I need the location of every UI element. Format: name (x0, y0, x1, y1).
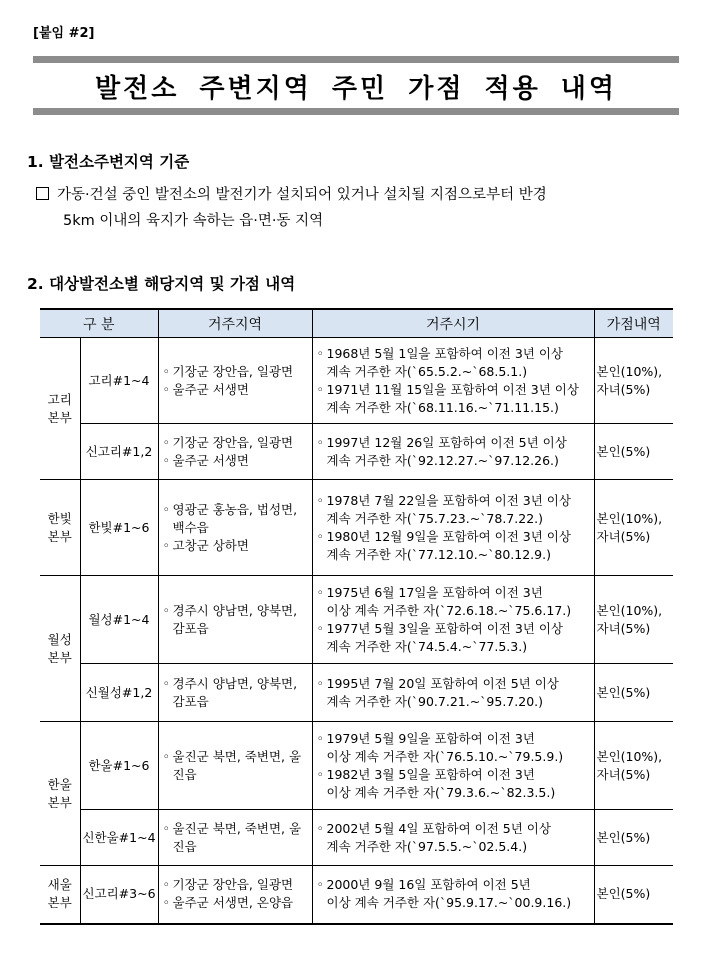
region-item (163, 894, 312, 912)
section1-bullet (36, 182, 681, 234)
table-row (40, 722, 673, 810)
region-cell (158, 722, 312, 810)
region-cell (158, 810, 312, 866)
period-text: 이상 계속 거주한 자(`79.3.6.~`82.3.5.) (326, 784, 556, 800)
points-line: 자녀(5%) (596, 620, 651, 636)
table-row (40, 866, 673, 924)
points-cell (594, 424, 673, 480)
region-item (163, 820, 312, 856)
circle-bullet-icon: ◦ (162, 363, 170, 379)
period-text: 1968년 5월 1일을 포함하여 이전 3년 이상 (326, 345, 563, 361)
period-text: 계속 거주한 자(`74.5.4.~`77.5.3.) (326, 638, 528, 654)
region-cell (158, 576, 312, 664)
region-text: 기장군 장안읍, 일광면 (172, 363, 294, 379)
circle-bullet-icon: ◦ (316, 675, 324, 691)
points-line: 본인(5%) (596, 684, 651, 700)
circle-bullet-icon: ◦ (162, 675, 170, 691)
table-body (40, 338, 673, 924)
region-cell (158, 338, 312, 424)
region-item (163, 363, 312, 381)
group-name-line: 한울 (47, 776, 72, 792)
period-text: 1980년 12월 9일을 포함하여 이전 3년 이상 (326, 528, 571, 544)
table-header-row (40, 309, 673, 338)
region-item (163, 537, 312, 555)
period-text: 계속 거주한 자(`68.11.16.~`71.11.15.) (326, 399, 559, 415)
points-line: 본인(5%) (596, 829, 651, 845)
points-line: 본인(10%), (596, 748, 663, 764)
region-text: 기장군 장안읍, 일광면 (172, 434, 294, 450)
unit-cell: 신월성#1,2 (80, 664, 158, 722)
circle-bullet-icon: ◦ (316, 528, 324, 544)
circle-bullet-icon: ◦ (162, 895, 170, 911)
period-cell (312, 576, 594, 664)
table-row (40, 810, 673, 866)
period-text: 이상 계속 거주한 자(`95.9.17.~`00.9.16.) (326, 895, 572, 911)
unit-cell: 한빛#1~6 (80, 480, 158, 576)
period-item (317, 528, 594, 564)
group-name-line: 본부 (47, 794, 72, 810)
unit-cell: 신고리#3~6 (80, 866, 158, 924)
group-cell (40, 722, 80, 866)
points-line: 자녀(5%) (596, 381, 651, 397)
section1-heading: 1. 발전소주변지역 기준 (27, 153, 190, 171)
points-line: 자녀(5%) (596, 766, 651, 782)
circle-bullet-icon: ◦ (316, 381, 324, 397)
title-top-rule (33, 56, 679, 63)
table-row (40, 338, 673, 424)
period-text: 계속 거주한 자(`90.7.21.~`95.7.20.) (326, 693, 543, 709)
circle-bullet-icon: ◦ (162, 452, 170, 468)
points-cell (594, 338, 673, 424)
region-text: 영광군 홍농읍, 법성면, 백수읍 (172, 501, 298, 535)
unit-cell: 한울#1~6 (80, 722, 158, 810)
region-cell (158, 866, 312, 924)
circle-bullet-icon: ◦ (316, 434, 324, 450)
period-item (317, 434, 594, 470)
circle-bullet-icon: ◦ (162, 501, 170, 517)
header-category: 구 분 (40, 309, 158, 338)
region-text: 울주군 서생면, 온양읍 (172, 895, 294, 911)
region-text: 경주시 양남면, 양북면, 감포읍 (172, 602, 298, 636)
group-name-line: 한빛 (47, 510, 72, 526)
region-cell (158, 664, 312, 722)
points-cell (594, 664, 673, 722)
bullet-line1: 가동·건설 중인 발전소의 발전기가 설치되어 있거나 설치될 지점으로부터 반경 (57, 187, 547, 203)
points-cell (594, 480, 673, 576)
points-line: 자녀(5%) (596, 528, 651, 544)
circle-bullet-icon: ◦ (316, 492, 324, 508)
region-item (163, 876, 312, 894)
circle-bullet-icon: ◦ (162, 877, 170, 893)
group-name-line: 본부 (47, 409, 72, 425)
period-text: 계속 거주한 자(`65.5.2.~`68.5.1.) (326, 363, 528, 379)
period-text: 1975년 6월 17일을 포함하여 이전 3년 (326, 584, 543, 600)
circle-bullet-icon: ◦ (162, 602, 170, 618)
circle-bullet-icon: ◦ (162, 820, 170, 836)
region-item (163, 675, 312, 711)
region-text: 울진군 북면, 죽변면, 울진읍 (172, 748, 302, 782)
group-name-line: 새울 (47, 877, 72, 893)
region-cell (158, 424, 312, 480)
period-item (317, 620, 594, 656)
header-region: 거주지역 (158, 309, 312, 338)
page-title: 발전소 주변지역 주민 가점 적용 내역 (95, 74, 617, 104)
period-item (317, 381, 594, 417)
region-text: 기장군 장안읍, 일광면 (172, 877, 294, 893)
circle-bullet-icon: ◦ (316, 766, 324, 782)
table-row (40, 480, 673, 576)
circle-bullet-icon: ◦ (162, 748, 170, 764)
region-cell (158, 480, 312, 576)
period-text: 1978년 7월 22일을 포함하여 이전 3년 이상 (326, 492, 571, 508)
group-name-line: 고리 (47, 391, 72, 407)
points-line: 본인(5%) (596, 886, 651, 902)
period-cell (312, 810, 594, 866)
table-row (40, 424, 673, 480)
period-item (317, 730, 594, 766)
points-line: 본인(5%) (596, 443, 651, 459)
circle-bullet-icon: ◦ (316, 584, 324, 600)
attachment-label: [붙임 #2] (33, 26, 95, 41)
period-text: 1982년 3월 5일을 포함하여 이전 3년 (326, 766, 535, 782)
period-cell (312, 866, 594, 924)
title-bottom-rule (33, 108, 679, 115)
region-text: 울진군 북면, 죽변면, 울진읍 (172, 820, 302, 854)
header-points: 가점내역 (594, 309, 673, 338)
unit-cell: 고리#1~4 (80, 338, 158, 424)
table-row (40, 664, 673, 722)
circle-bullet-icon: ◦ (162, 381, 170, 397)
period-item (317, 876, 594, 912)
period-cell (312, 338, 594, 424)
group-cell (40, 338, 80, 480)
period-item (317, 584, 594, 620)
region-item (163, 748, 312, 784)
plant-region-table (40, 308, 673, 925)
points-line: 본인(10%), (596, 363, 663, 379)
period-text: 1977년 5월 3일을 포함하여 이전 3년 이상 (326, 620, 563, 636)
region-item (163, 434, 312, 452)
region-text: 울주군 서생면 (172, 452, 249, 468)
points-cell (594, 576, 673, 664)
period-item (317, 766, 594, 802)
period-text: 이상 계속 거주한 자(`76.5.10.~`79.5.9.) (326, 748, 564, 764)
period-text: 계속 거주한 자(`97.5.5.~`02.5.4.) (326, 838, 528, 854)
group-name-line: 월성 (47, 631, 72, 647)
circle-bullet-icon: ◦ (316, 730, 324, 746)
period-item (317, 675, 594, 711)
period-text: 1995년 7월 20일 포함하여 이전 5년 이상 (326, 675, 559, 691)
bullet-line2: 5km 이내의 육지가 속하는 읍·면·동 지역 (63, 213, 324, 229)
period-text: 2000년 9월 16일 포함하여 이전 5년 (326, 877, 531, 893)
period-text: 계속 거주한 자(`75.7.23.~`78.7.22.) (326, 510, 543, 526)
region-item (163, 381, 312, 399)
circle-bullet-icon: ◦ (316, 620, 324, 636)
points-cell (594, 866, 673, 924)
group-cell (40, 480, 80, 576)
region-item (163, 501, 312, 537)
unit-cell: 월성#1~4 (80, 576, 158, 664)
checkbox-square-icon (36, 187, 49, 200)
period-item (317, 820, 594, 856)
group-cell (40, 576, 80, 722)
table-row (40, 576, 673, 664)
points-cell (594, 722, 673, 810)
period-item (317, 492, 594, 528)
header-period: 거주시기 (312, 309, 594, 338)
period-cell (312, 664, 594, 722)
period-cell (312, 424, 594, 480)
period-item (317, 345, 594, 381)
unit-cell: 신한울#1~4 (80, 810, 158, 866)
region-item (163, 602, 312, 638)
period-text: 1971년 11월 15일을 포함하여 이전 3년 이상 (326, 381, 579, 397)
period-text: 계속 거주한 자(`92.12.27.~`97.12.26.) (326, 452, 559, 468)
region-text: 울주군 서생면 (172, 381, 249, 397)
region-text: 경주시 양남면, 양북면, 감포읍 (172, 675, 298, 709)
group-name-line: 본부 (47, 649, 72, 665)
period-text: 1997년 12월 26일 포함하여 이전 5년 이상 (326, 434, 567, 450)
circle-bullet-icon: ◦ (316, 345, 324, 361)
period-text: 1979년 5월 9일을 포함하여 이전 3년 (326, 730, 535, 746)
circle-bullet-icon: ◦ (162, 434, 170, 450)
section2-heading: 2. 대상발전소별 해당지역 및 가점 내역 (27, 275, 296, 293)
period-text: 2002년 5월 4일 포함하여 이전 5년 이상 (326, 820, 551, 836)
period-text: 계속 거주한 자(`77.12.10.~`80.12.9.) (326, 546, 551, 562)
region-item (163, 452, 312, 470)
period-text: 이상 계속 거주한 자(`72.6.18.~`75.6.17.) (326, 602, 572, 618)
region-text: 고창군 상하면 (172, 537, 249, 553)
circle-bullet-icon: ◦ (162, 537, 170, 553)
circle-bullet-icon: ◦ (316, 820, 324, 836)
group-name-line: 본부 (47, 528, 72, 544)
group-name-line: 본부 (47, 895, 72, 911)
points-line: 본인(10%), (596, 510, 663, 526)
circle-bullet-icon: ◦ (316, 877, 324, 893)
period-cell (312, 722, 594, 810)
points-cell (594, 810, 673, 866)
unit-cell: 신고리#1,2 (80, 424, 158, 480)
period-cell (312, 480, 594, 576)
group-cell (40, 866, 80, 924)
points-line: 본인(10%), (596, 602, 663, 618)
